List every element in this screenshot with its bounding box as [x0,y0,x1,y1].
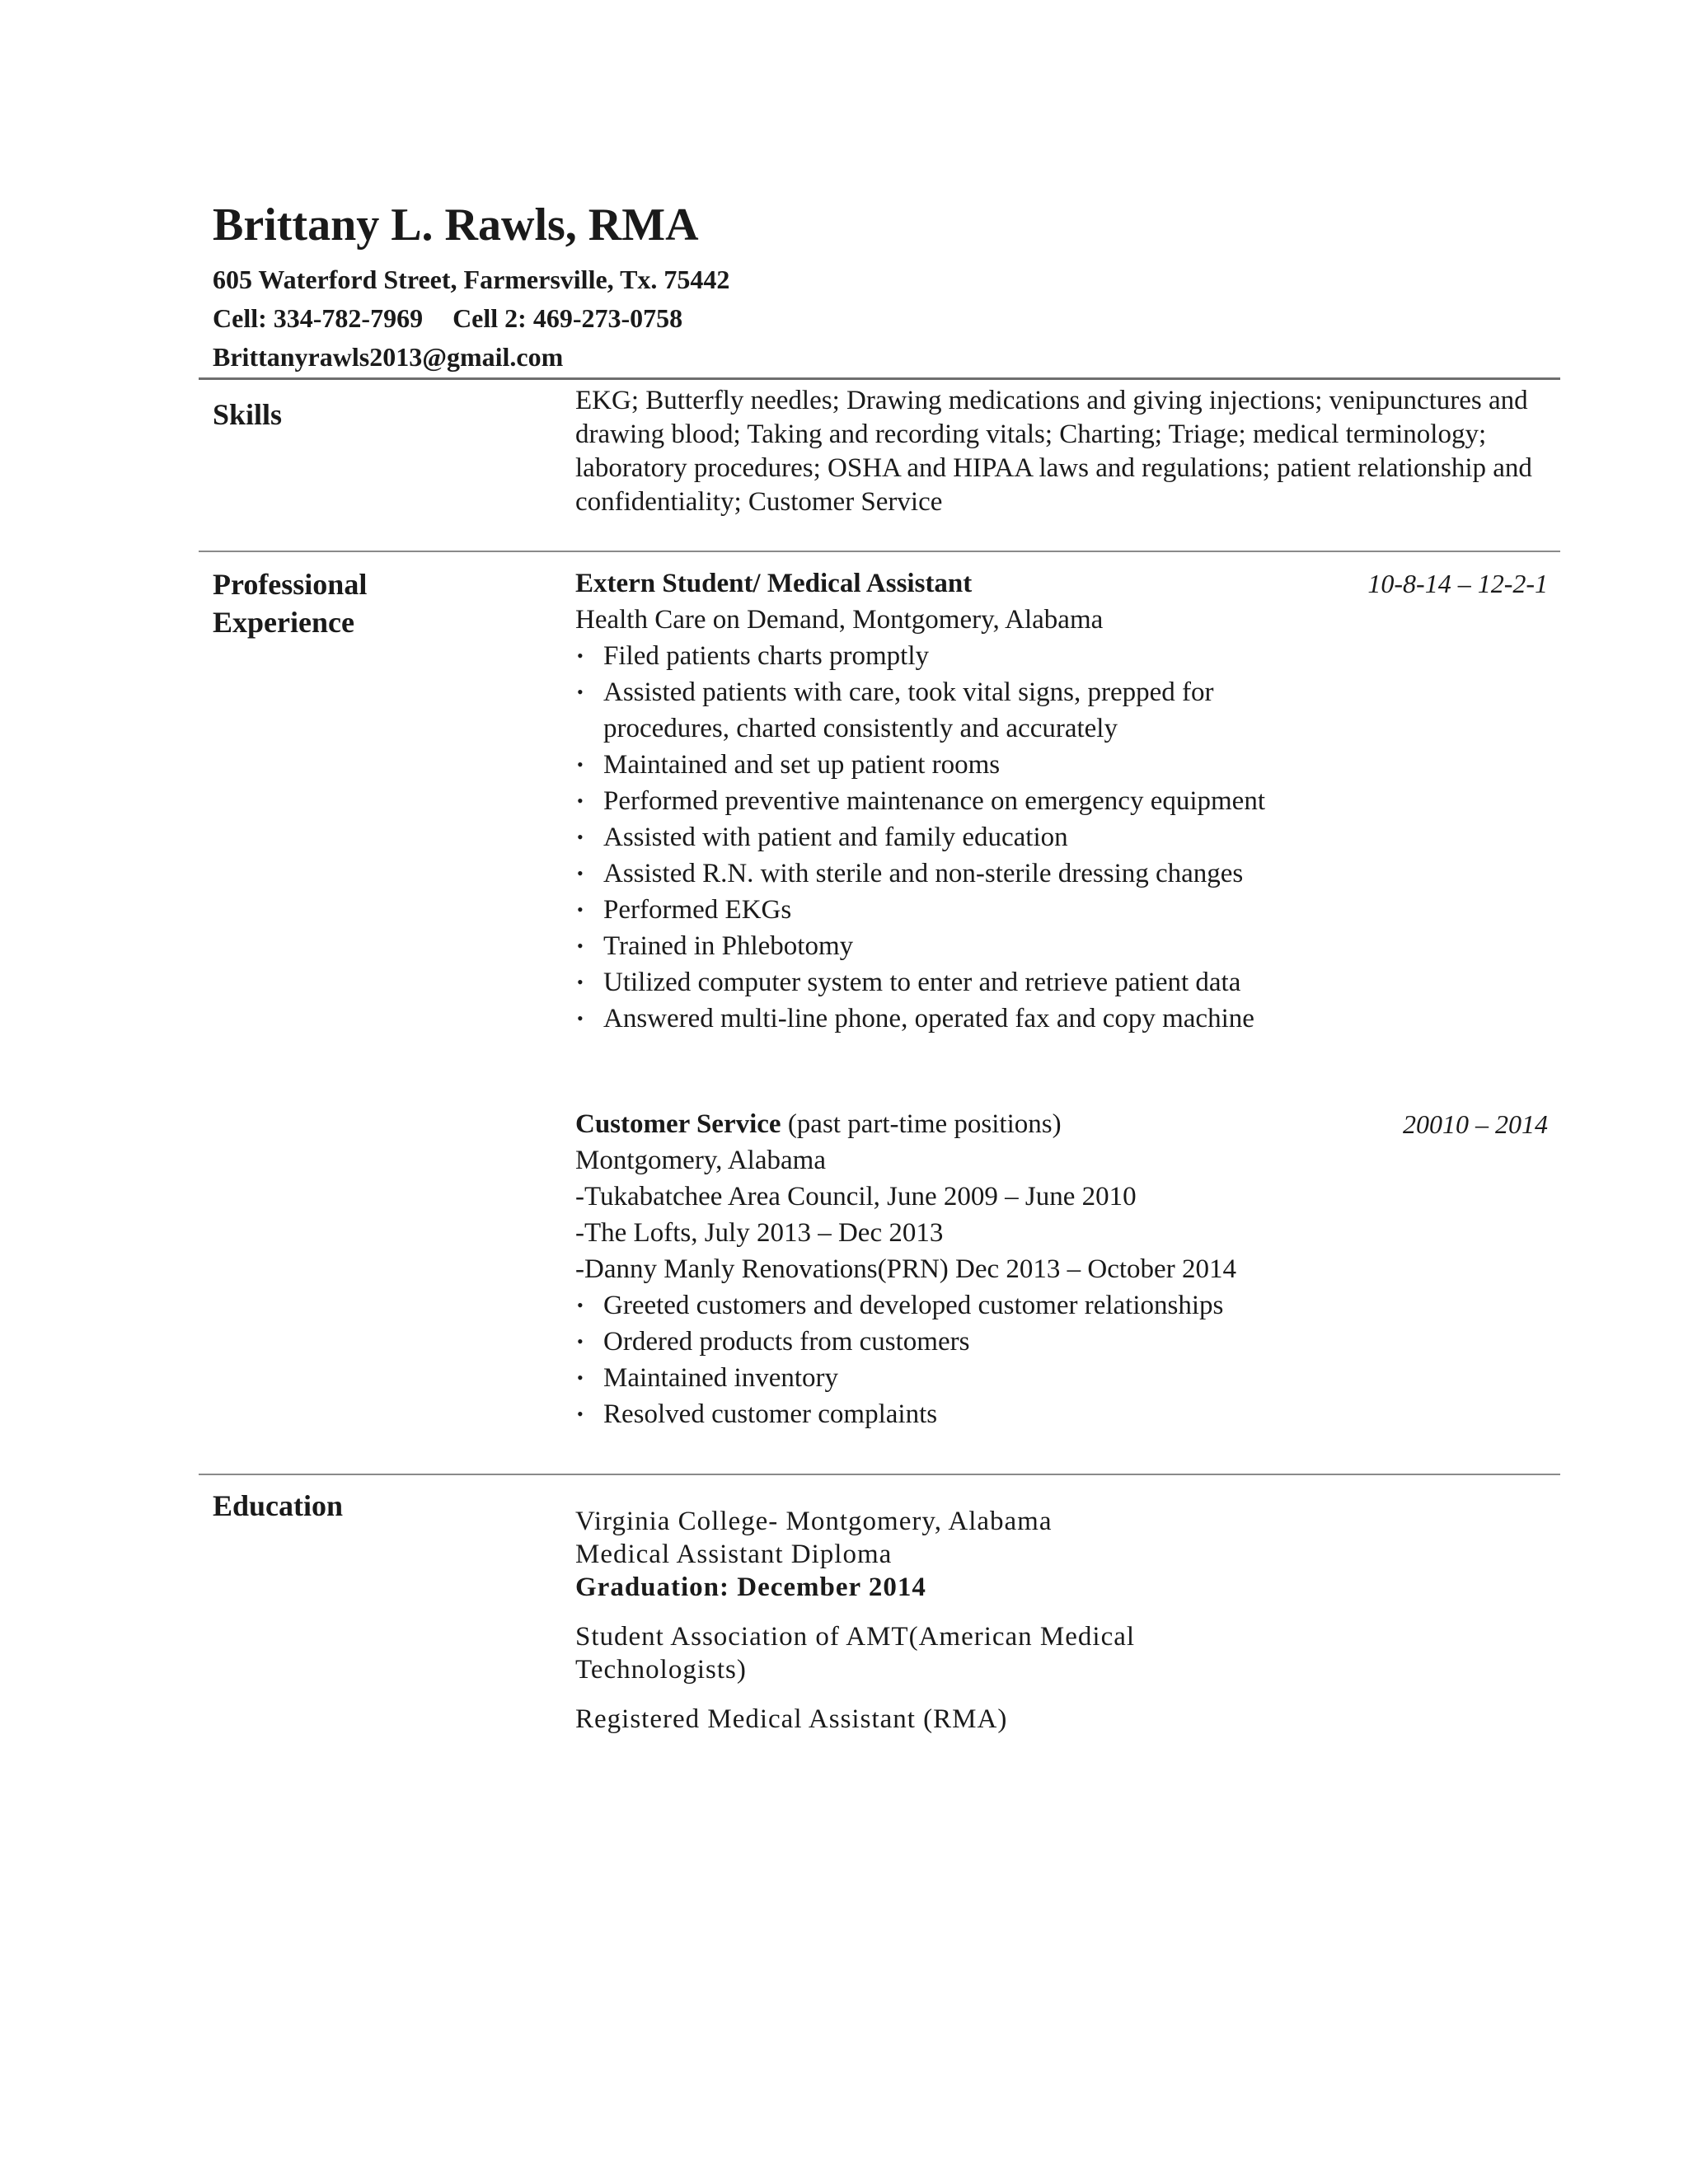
list-item: • Resolved customer complaints [575,1396,1329,1432]
address: 605 Waterford Street, Farmersville, Tx. 75442 [213,265,730,294]
cell-phone-1: Cell: 334-782-7969 [213,303,424,333]
list-item: • Assisted with patient and family education [575,819,1329,855]
diploma: Medical Assistant Diploma [575,1540,893,1569]
job-duties-list [575,638,1548,1037]
job-position-line: -Danny Manly Renovations(PRN) Dec 2013 – October 2014 [575,1254,1236,1284]
experience-heading [213,565,367,641]
email-address: Brittanyrawls2013@gmail.com [213,342,564,372]
job-position-line: -The Lofts, July 2013 – Dec 2013 [575,1218,944,1248]
job-title [575,1106,1548,1142]
graduation-date: Graduation: December 2014 [575,1572,926,1602]
job-location: Montgomery, Alabama [575,1146,826,1175]
job-entry-2 [575,1106,1548,1432]
skills-heading: Skills [213,398,283,431]
list-item: • Filed patients charts promptly [575,638,1329,674]
list-item: • Greeted customers and developed customer relationships [575,1287,1329,1324]
job-entry-1 [575,565,1548,1037]
list-item: • Trained in Phlebotomy [575,928,1329,964]
job-employer: Health Care on Demand, Montgomery, Alabama [575,605,1104,635]
job-dates: 10-8-14 – 12-2-1 [1367,569,1548,598]
skills-divider [199,551,1560,552]
list-item: • Performed EKGs [575,892,1329,928]
education-heading: Education [213,1489,344,1522]
experience-heading-line2: Experience [213,606,354,639]
job-title-text: Customer Service [575,1109,781,1139]
resume-header [213,196,1564,377]
list-item: • Assisted R.N. with sterile and non-sterile dressing changes [575,855,1329,892]
job-duties-list [575,1287,1548,1432]
list-item: • Answered multi-line phone, operated fax and copy machine [575,1001,1329,1037]
list-item: • Maintained inventory [575,1360,1329,1396]
experience-divider [199,1474,1560,1475]
list-item: • Performed preventive maintenance on emergency equipment [575,783,1329,819]
job-position-line: -Tukabatchee Area Council, June 2009 – June 2010 [575,1182,1137,1212]
credential: Registered Medical Assistant (RMA) [575,1704,1008,1734]
candidate-name: Brittany L. Rawls, RMA [213,199,699,251]
list-item: • Ordered products from customers [575,1324,1329,1360]
school-name: Virginia College- Montgomery, Alabama [575,1507,1053,1536]
association-line-1: Student Association of AMT(American Medical [575,1622,1136,1652]
education-section [575,1505,1564,1736]
list-item: • Maintained and set up patient rooms [575,747,1329,783]
experience-heading-line1: Professional [213,568,368,601]
phone-numbers [213,299,1564,338]
list-item: • Assisted patients with care, took vital signs, prepped for procedures, charted consistently and accurately [575,674,1329,747]
header-divider [199,377,1560,380]
job-title-text: Extern Student/ Medical Assistant [575,569,973,598]
cell-phone-2: Cell 2: 469-273-0758 [452,303,683,333]
job-title-sub: (past part-time positions) [781,1109,1062,1139]
list-item: • Utilized computer system to enter and retrieve patient data [575,964,1329,1001]
skills-section [575,384,1564,519]
association-line-2: Technologists) [575,1655,747,1685]
skills-text: EKG; Butterfly needles; Drawing medications and giving injections; venipunctures and drawing blood; Taking and recording vitals; Charting; Triage; medical terminology; laboratory procedures; OSHA and HIPAA laws and regulations; patient relationship and confidentiality; Customer Service [575,386,1532,517]
job-dates: 20010 – 2014 [1403,1109,1548,1139]
